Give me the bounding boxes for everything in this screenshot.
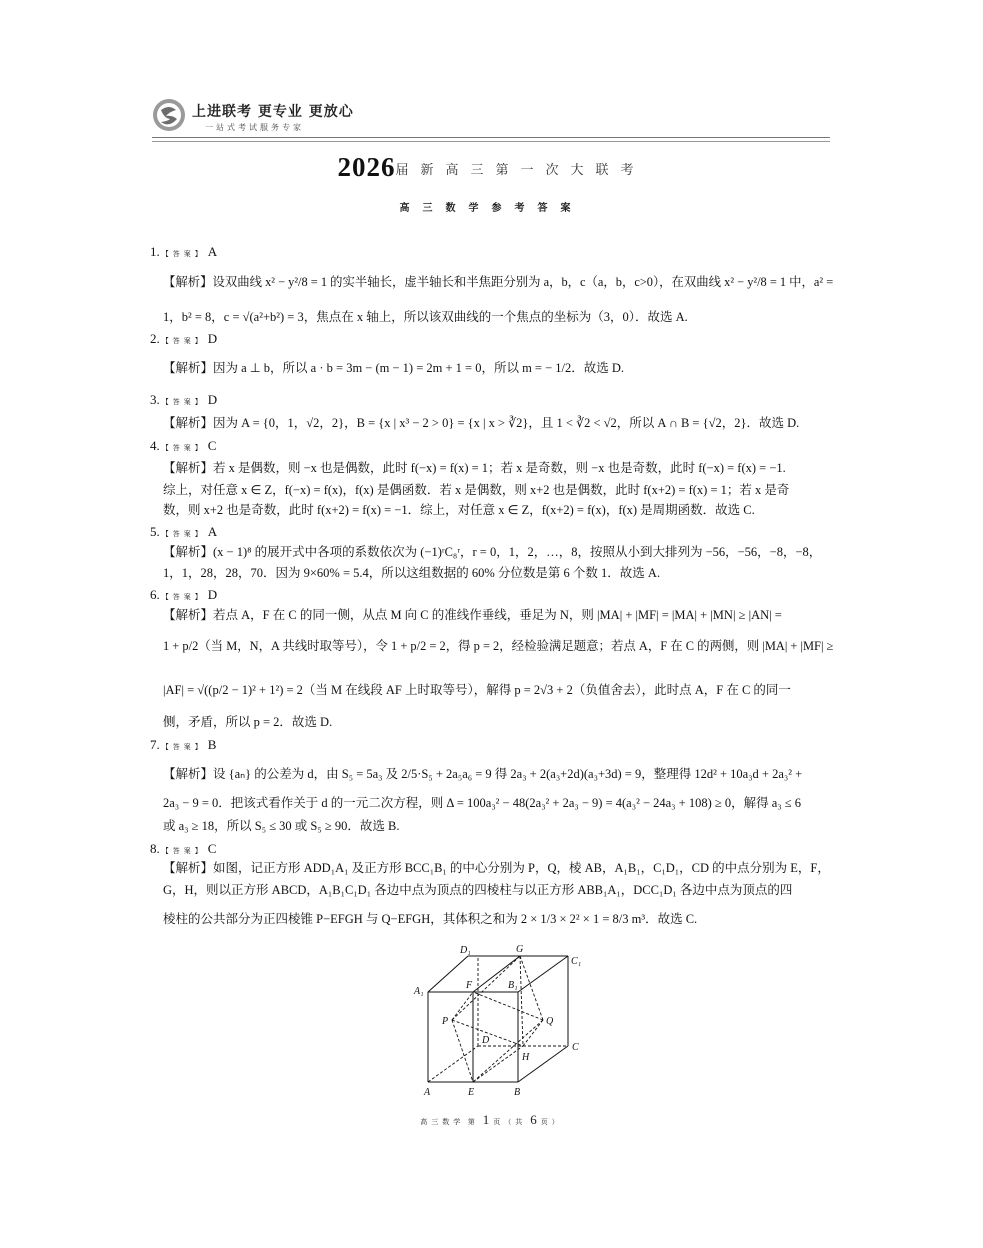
label-q: Q bbox=[546, 1016, 554, 1027]
solution-line: 综上，对任意 x ∈ Z，f(−x) = f(x)，f(x) 是偶函数．若 x 是偶数，则 x+2 也是偶数，此时 f(x+2) = f(x) = 1；若 x 是奇 bbox=[163, 483, 790, 497]
answer-value: D bbox=[207, 392, 218, 407]
page-subtitle: 高三数学参考答案 bbox=[399, 203, 584, 214]
answer-value: D bbox=[207, 587, 218, 602]
solution-line: 或 a₃ ≥ 18，所以 S₅ ≤ 30 或 S₅ ≥ 90．故选 B. bbox=[163, 819, 400, 833]
solution-line: 侧，矛盾，所以 p = 2．故选 D. bbox=[163, 715, 333, 729]
edge-pf bbox=[452, 992, 473, 1020]
answer-tag: 【答案】 bbox=[161, 337, 206, 345]
label-a: A bbox=[424, 1087, 431, 1098]
solution-line: 数，则 x+2 也是奇数，此时 f(x+2) = f(x) = −1．综上，对任意 x ∈ Z，f(x+2) = f(x)，f(x) 是周期函数．故选 C. bbox=[163, 503, 755, 517]
header-tagline: 一站式考试服务专家 bbox=[205, 123, 304, 132]
question-number: 7. bbox=[150, 737, 160, 752]
label-f: F bbox=[466, 980, 473, 991]
page-footer bbox=[0, 1112, 983, 1128]
solution-line: 【解析】如图，记正方形 ADD₁A₁ 及正方形 BCC₁B₁ 的中心分别为 P，Q，棱 AB，A₁B₁，C₁D₁，CD 的中点分别为 E，F， bbox=[163, 861, 830, 875]
edge-a1d1 bbox=[428, 956, 468, 992]
solution-line: 【解析】因为 a ⊥ b，所以 a · b = 3m − (m − 1) = 2m + 1 = 0，所以 m = − 1/2．故选 D. bbox=[163, 361, 625, 375]
answer-value: B bbox=[207, 737, 217, 752]
label-b: B bbox=[514, 1087, 521, 1098]
solution-line: 1，b² = 8，c = √(a²+b²) = 3，焦点在 x 轴上，所以该双曲线的一个焦点的坐标为（3，0）．故选 A. bbox=[163, 310, 688, 324]
label-d1: D₁ bbox=[460, 945, 471, 956]
edge-ad-hidden bbox=[428, 1046, 478, 1082]
solution-line: 【解析】若点 A，F 在 C 的同一侧，从点 M 向 C 的准线作垂线，垂足为 N，则 |MA| + |MF| = |MA| + |MN| ≥ |AN| = bbox=[163, 608, 782, 622]
edge-eh-hidden bbox=[473, 1046, 523, 1082]
solution-line: 【解析】(x − 1)⁸ 的展开式中各项的系数依次为 (−1)ʳC₈ʳ，r = 0，1，2，…，8，按照从小到大排列为 −56，−56，−8，−8， bbox=[163, 545, 822, 559]
question-number: 1. bbox=[150, 244, 160, 259]
header-divider-thin bbox=[152, 141, 830, 142]
question-number: 8. bbox=[150, 841, 160, 856]
label-h: H bbox=[522, 1052, 530, 1063]
question-header bbox=[150, 587, 217, 603]
answer-value: A bbox=[207, 524, 218, 539]
answer-value: C bbox=[207, 841, 217, 856]
question-header bbox=[150, 438, 216, 454]
footer-subject: 高三数学 bbox=[420, 1118, 465, 1126]
question-number: 6. bbox=[150, 587, 160, 602]
solution-line: |AF| = √((p/2 − 1)² + 1²) = 2（当 M 在线段 AF 上时取等号），解得 p = 2√3 + 2（负值舍去），此时点 A，F 在 C 的同一 bbox=[163, 683, 791, 697]
answer-value: A bbox=[207, 244, 218, 259]
exam-year: 2026 bbox=[337, 152, 396, 182]
question-header bbox=[150, 841, 216, 857]
edge-qf bbox=[473, 992, 543, 1020]
label-c: C bbox=[572, 1042, 579, 1053]
answer-tag: 【答案】 bbox=[161, 743, 206, 751]
header-divider bbox=[152, 137, 830, 138]
question-header bbox=[150, 244, 217, 260]
label-p: P bbox=[442, 1016, 449, 1027]
solution-line: 【解析】设双曲线 x² − y²/8 = 1 的实半轴长，虚半轴长和半焦距分别为 a，b，c（a，b，c>0），在双曲线 x² − y²/8 = 1 中，a² = bbox=[163, 275, 834, 289]
edge-b1c1 bbox=[518, 956, 568, 992]
edge-qe bbox=[473, 1020, 543, 1082]
answer-tag: 【答案】 bbox=[161, 847, 206, 855]
question-header bbox=[150, 331, 217, 347]
edge-qh bbox=[523, 1020, 543, 1046]
label-e: E bbox=[468, 1087, 475, 1098]
question-header bbox=[150, 392, 217, 408]
answer-tag: 【答案】 bbox=[161, 444, 206, 452]
solution-line: 棱柱的公共部分为正四棱锥 P−EFGH 与 Q−EFGH，其体积之和为 2 × 1/3 × 2² × 1 = 8/3 m³．故选 C. bbox=[163, 912, 698, 926]
edge-pe bbox=[452, 1020, 473, 1082]
solution-line: 2a₃ − 9 = 0．把该式看作关于 d 的一元二次方程，则 Δ = 100a₃² − 48(2a₃² + 2a₃ − 9) = 4(a₃² − 24a₃ + 108) ≥ 0，解得 a₃ ≤ 6 bbox=[163, 796, 802, 810]
footer-page-number: 1 bbox=[482, 1112, 490, 1127]
exam-title bbox=[0, 152, 983, 183]
answer-tag: 【答案】 bbox=[161, 530, 206, 538]
question-number: 3. bbox=[150, 392, 160, 407]
solution-line: 【解析】若 x 是偶数，则 −x 也是偶数，此时 f(−x) = f(x) = 1；若 x 是奇数，则 −x 也是奇数，此时 f(−x) = f(x) = −1. bbox=[163, 461, 786, 475]
logo-icon bbox=[152, 98, 186, 132]
footer-page-suffix: 页） bbox=[540, 1118, 563, 1126]
solution-line: 1，1，28，28，70．因为 9×60% = 5.4，所以这组数据的 60% 分位数是第 6 个数 1．故选 A. bbox=[163, 566, 661, 580]
answer-tag: 【答案】 bbox=[161, 250, 206, 258]
answer-value: C bbox=[207, 438, 217, 453]
label-g: G bbox=[516, 944, 524, 955]
question-header bbox=[150, 524, 217, 540]
answer-tag: 【答案】 bbox=[161, 593, 206, 601]
question-header bbox=[150, 737, 216, 753]
solution-line: 【解析】因为 A = {0，1，√2，2}，B = {x | x³ − 2 > 0} = {x | x > ∛2}，且 1 < ∛2 < √2，所以 A ∩ B = {√2，2}．故选 D. bbox=[163, 416, 800, 430]
question-number: 4. bbox=[150, 438, 160, 453]
solution-line: 【解析】设 {aₙ} 的公差为 d，由 S₅ = 5a₃ 及 2/5·S₅ + 2a₅a₆ = 9 得 2a₃ + 2(a₃+2d)(a₃+3d) = 9，整理得 12d² + 10a₃d + 2a₃² + bbox=[163, 767, 803, 781]
label-d: D bbox=[482, 1035, 490, 1046]
label-a1: A₁ bbox=[414, 986, 424, 997]
cube-figure bbox=[410, 940, 590, 1102]
footer-page-prefix: 第 bbox=[467, 1118, 479, 1126]
header-slogan: 上进联考 更专业 更放心 bbox=[192, 104, 354, 120]
exam-name: 届新高三第一次大联考 bbox=[395, 163, 646, 178]
answer-value: D bbox=[207, 331, 218, 346]
label-b1: B₁ bbox=[508, 980, 518, 991]
answer-tag: 【答案】 bbox=[161, 398, 206, 406]
footer-page-mid: 页（共 bbox=[493, 1118, 527, 1126]
solution-line: G，H，则以正方形 ABCD，A₁B₁C₁D₁ 各边中点为顶点的四棱柱与以正方形 ABB₁A₁，DCC₁D₁ 各边中点为顶点的四 bbox=[163, 883, 793, 897]
question-number: 2. bbox=[150, 331, 160, 346]
question-number: 5. bbox=[150, 524, 160, 539]
footer-total-pages: 6 bbox=[530, 1112, 537, 1127]
edge-gh-hidden bbox=[520, 956, 523, 1046]
solution-line: 1 + p/2（当 M，N，A 共线时取等号），令 1 + p/2 = 2，得 p = 2，经检验满足题意；若点 A，F 在 C 的两侧，则 |MA| + |MF| ≥ bbox=[163, 639, 834, 653]
label-c1: C₁ bbox=[571, 956, 582, 967]
